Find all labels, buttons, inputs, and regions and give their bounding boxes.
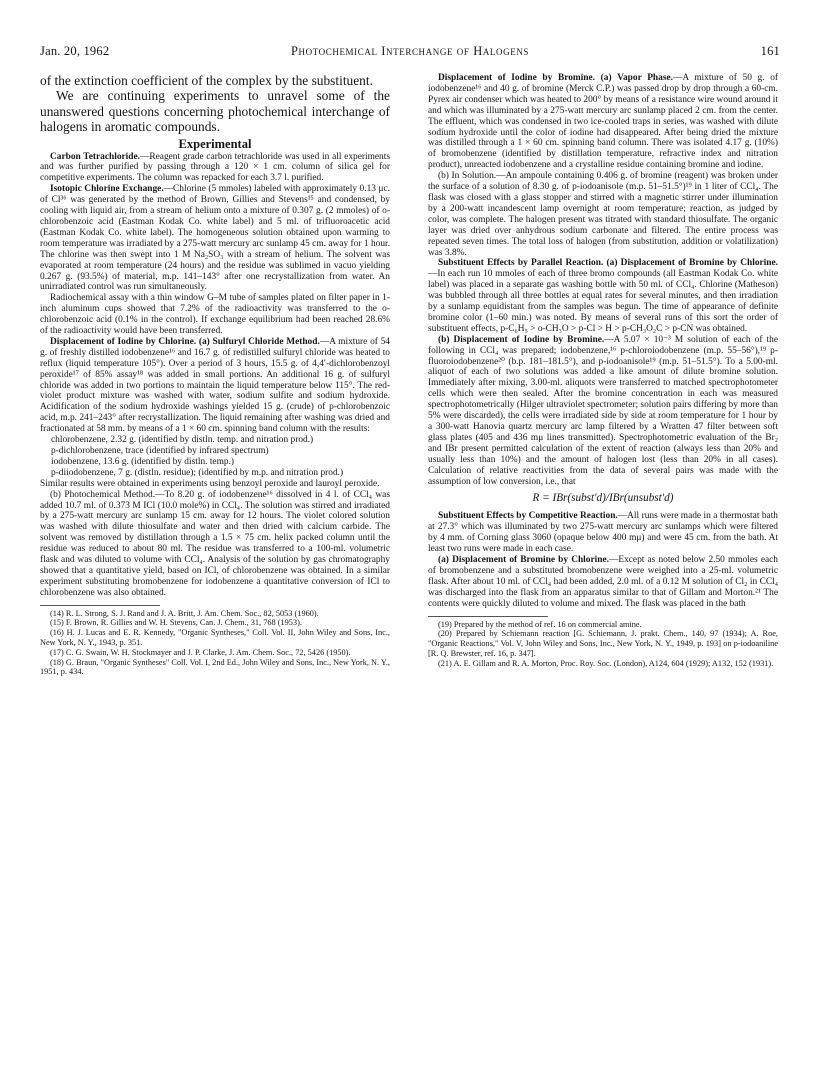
issue-date: Jan. 20, 1962 bbox=[40, 44, 110, 58]
paragraph-bromine-by-chlorine bbox=[428, 555, 778, 610]
paragraph-competitive-reaction bbox=[428, 511, 778, 555]
footnote: (21) A. E. Gillam and R. A. Morton, Proc. Roy. Soc. (London), A124, 604 (1929); A132, 152 (1931). bbox=[438, 658, 774, 668]
right-column bbox=[428, 73, 778, 668]
paragraph-text: —Reagent grade carbon tetrachloride was used in all experiments and was further purified by passing through a 120 × 1 cm. column of silica gel for competitive experiments. The column was repacked for each 3.7 l. purified. bbox=[40, 151, 391, 184]
paragraph-sulfuryl-chloride bbox=[40, 337, 390, 435]
footnote-divider bbox=[428, 616, 548, 617]
left-column bbox=[40, 73, 390, 677]
paragraph-parallel-reaction bbox=[428, 258, 778, 334]
paragraph-isotopic-exchange bbox=[40, 184, 390, 293]
footnote: (20) Prepared by Schiemann reaction [G. Schiemann, J. prakt. Chem., 140, 97 (1934); A. Roe, "Organic Reactions," Vol. V, John Wiley and Sons, Inc., New York, N. Y., 1949, p. 193] on p-iodoaniline [R. Q. Brewster, ref. 16, p. 347]. bbox=[428, 629, 778, 658]
paragraph-title: Displacement of Iodine by Chlorine. (a) Sulfuryl Chloride Method. bbox=[50, 336, 320, 347]
footnotes-left bbox=[40, 609, 390, 678]
footnotes-right bbox=[428, 620, 778, 669]
results-list bbox=[40, 435, 390, 479]
paragraph-title: Isotopic Chlorine Exchange. bbox=[50, 184, 164, 195]
paragraph-vapor-phase bbox=[428, 73, 778, 171]
paragraph-title: (b) Photochemical Method. bbox=[50, 489, 156, 500]
paragraph-title: Substituent Effects by Parallel Reaction. (a) Displacement of Bromine by Chlorine. bbox=[438, 258, 778, 269]
paragraph-photochemical-method bbox=[40, 490, 390, 599]
paragraph-text: —Chlorine (5 mmoles) labeled with approximately 0.13 μc. of Cl³⁶ was generated by the method of Brown, Gillies and Stevens¹⁵ and condensed, by cooling with liquid air, from a stream of helium onto a mixture of 0.307 g. (2 mmoles) of o-chlorobenzoic acid (Eastman Kodak Co. white label) and 5 ml. of trifluoroacetic acid (Eastman Kodak Co. white label). The homogeneous solution obtained upon warming to room temperature was irradiated by a 275-watt mercury arc sunlamp 45 cm. away for 1 hour. The chlorine was then swept into 1 M Na₂SO₃ with a stream of helium. The solvent was evaporated at room temperature (24 hours) and the residue was sublimed in vacuo yielding 0.267 g. (93.5%) of material, m.p. 141–143° after one recrystallization from water. An unirradiated control was run simultaneously. bbox=[40, 184, 390, 293]
paragraph-text: —A mixture of 54 g. of freshly distilled iodobenzene¹⁶ and 16.7 g. of redistilled sulfuryl chloride was heated to reflux (liquid temperature 105°). Over a period of 3 hours, 15.5 g. of 4,4′-dichlorobenzoyl peroxide¹⁷ of 85% assay¹⁸ was added in small portions. An additional 16 g. of sulfuryl chloride was added in two portions to maintain the liquid temperature below 115°. The red-violet product mixture was washed with water, sodium sulfite and sodium hydroxide. Acidification of the sodium hydroxide washings yielded 15 g. (crude) of p-chlorobenzoic acid, m.p. 241–243° after recrystallization. The liquid remaining after washing was dried and fractionated at 58 mm. by means of a 1 × 60 cm. spinning band column with the results: bbox=[40, 336, 390, 435]
intro-paragraph: We are continuing experiments to unravel some of the unanswered questions concerning photochemical interchange of halogens in aromatic compounds. bbox=[40, 88, 390, 135]
result-item: iodobenzene, 13.6 g. (identified by distln. temp.) bbox=[51, 456, 235, 467]
footnote: (14) R. L. Strong, S. J. Rand and J. A. Britt, J. Am. Chem. Soc., 82, 5053 (1960). bbox=[50, 608, 319, 618]
running-header bbox=[40, 44, 780, 60]
footnote: (19) Prepared by the method of ref. 16 on commercial amine. bbox=[438, 619, 642, 629]
paragraph-iodine-by-bromine bbox=[428, 335, 778, 488]
running-title: Photochemical Interchange of Halogens bbox=[290, 44, 530, 58]
paragraph-text: —A 5.07 × 10⁻³ M solution of each of the following in CCl₄ was prepared; iodobenzene,¹⁶ p-chloroiodobenzene (m.p. 55–56°),¹⁹ p-fluoroiodobenzene²⁰ (b.p. 181–181.5°), and p-iodoanisole¹⁹ (m.p. 51–51.5°). To a 5.00-ml. aliquot of each of two solutions was added a like amount of dilute bromine solution. Immediately after mixing, 3.00-ml. aliquots were transferred to matched spectrophotometer cells which were then sealed. After the bromine concentration in each was measured spectrophotometrically (Hilger ultraviolet spectrometer; solution pairs differing by more than 5% were discarded), the cells were irradiated side by side at room temperature for 1 hour by a 300-watt Hanovia quartz mercury arc lamp filtered by a Wratten 47 filter between soft glass plates (405 and 436 mμ lines transmitted). Spectrophotometric evaluation of the Br₂ and IBr present permitted calculation of the extent of reaction (always less than 20% and usually less than 10%) and the amount of halogen lost (less than 20% in all cases). Calculation of relative reactivities from the data of several pairs was made with the assumption of low conversion, i.e., that bbox=[428, 334, 778, 487]
paragraph-text: —A mixture of 50 g. of iodobenzene¹⁶ and 40 g. of bromine (Merck C.P.) was passed drop by drop through a 60-cm. Pyrex air condenser which was heated to 200° by means of a resistance wire wound around it and which was illuminated by a 275-watt mercury arc sunlamp placed 2 cm. from the center. The effluent, which was condensed in two ice-cooled traps in series, was washed with dilute sodium hydroxide until the color of iodine had disappeared. After being dried the mixture was distilled through a 1 × 60 cm. spinning band column. There was isolated 4.17 g. (10%) of bromobenzene (identified by distillation temperature, refractive index and nitration product), unreacted iodobenzene and a crystalline residue containing bromine and iodine. bbox=[428, 73, 778, 171]
paragraph-similar-results: Similar results were obtained in experiments using benzoyl peroxide and lauroyl peroxide. bbox=[40, 478, 380, 489]
footnote: (16) H. J. Lucas and E. R. Kennedy, "Organic Syntheses," Coll. Vol. II, John Wiley and Sons, Inc., New York, N. Y., 1943, p. 351. bbox=[40, 628, 390, 648]
paragraph-title: (b) In Solution. bbox=[438, 171, 497, 182]
paragraph-carbon-tetrachloride bbox=[40, 152, 390, 185]
footnote: (17) C. G. Swain, W. H. Stockmayer and J. P. Clarke, J. Am. Chem. Soc., 72, 5426 (1950). bbox=[50, 647, 351, 657]
paragraph-radiochemical-assay: Radiochemical assay with a thin window G–M tube of samples plated on filter paper in 1-inch aluminum cups showed that 7.2% of the radioactivity was transferred to the o-chlorobenzoic acid (0.1% in the control). If exchange equilibrium had been reached 28.6% of the radioactivity would have been transferred. bbox=[40, 293, 390, 337]
result-item: chlorobenzene, 2.32 g. (identified by distln. temp. and nitration prod.) bbox=[51, 435, 314, 446]
footnote-divider bbox=[40, 605, 160, 606]
footnote: (18) G. Braun, "Organic Syntheses" Coll. Vol. I, 2nd Ed., John Wiley and Sons, Inc., New York, N. Y., 1951, p. 434. bbox=[40, 657, 390, 677]
section-heading-experimental: Experimental bbox=[178, 136, 252, 151]
equation-relative-reactivity: R = IBr(subst'd)/IBr(unsubst'd) bbox=[532, 492, 674, 505]
paragraph-text: —An ampoule containing 0.406 g. of bromine (reagent) was broken under the surface of a solution of 8.30 g. of p-iodoanisole (m.p. 51–51.5°)¹⁹ in 1 liter of CCl₄. The flask was closed with a glass stopper and stirred with a magnetic stirrer under illumination by a 200-watt incandescent lamp overnight at room temperature; reaction, as judged by color, was complete. The halogen present was titrated with standard thiosulfate. The organic layer was dried over anhydrous sodium carbonate and filtered. The entire process was repeated seven times. The total loss of halogen (from substitution, addition or volatilization) was 3.8%. bbox=[428, 171, 778, 258]
paragraph-title: Carbon Tetrachloride. bbox=[50, 151, 140, 162]
paragraph-text: —In each run 10 mmoles of each of three bromo compounds (all Eastman Kodak Co. white label) was placed in a separate gas washing bottle with 50 ml. of CCl₄. Chlorine (Matheson) was bubbled through all three bottles at equal rates for several minutes, and then irradiation by a sunlamp equidistant from the samples was begun. The time of appearance of definite bromine color (1–60 min.) was noted. By means of several runs of this sort the order of substituent effects, p-C₆H₅ > o-CH₃O > p-Cl > H > p-CH₃O₂C > p-CN was obtained. bbox=[428, 269, 778, 334]
paragraph-title: Substituent Effects by Competitive Reaction. bbox=[438, 511, 618, 522]
paragraph-text: —Except as noted below 2.50 mmoles each of bromobenzene and a substituted bromobenzene were weighed into a 25-ml. volumetric flask. After about 10 ml. of CCl₄ had been added, 2.0 ml. of a 0.12 M solution of Cl₂ in CCl₄ was discharged into the flask from an apparatus similar to that of Gillam and Morton.²¹ The contents were quickly diluted to volume and mixed. The flask was placed in the bath bbox=[428, 554, 778, 609]
result-item: p-diiodobenzene, 7 g. (distln. residue); (identified by m.p. and nitration prod.) bbox=[51, 467, 344, 478]
paragraph-text: —All runs were made in a thermostat bath at 27.3° which was illuminated by two 275-watt mercury arc sunlamps which were filtered by 4 mm. of Corning glass 3060 (opaque below 400 mμ) and were 45 cm. from the bath. At least two runs were made in each case. bbox=[428, 511, 778, 555]
intro-continuation: of the extinction coefficient of the complex by the substituent. bbox=[40, 73, 373, 88]
paragraph-text: —To 8.20 g. of iodobenzene¹⁶ dissolved in 4 l. of CCl₄ was added 10.7 ml. of 0.373 M ICl (10.0 mole%) in CCl₄. The solution was stirred and irradiated by a 275-watt mercury arc sunlamp 15 cm. away for 12 hours. The violet colored solution was washed with dilute thiosulfate and water and then dried with calcium carbide. The solvent was removed by distillation through a 1.5 × 75 cm. helix packed column until the residue was reduced to about 80 ml. The residue was transferred to a 100-ml. volumetric flask and was diluted to volume with CCl₄. Analysis of the solution by gas chromatography showed that a quantitative yield, based on ICl, of chlorobenzene was obtained. In a similar experiment substituting bromobenzene for iodobenzene a quantitative conversion of ICl to chlorobenzene was also obtained. bbox=[40, 489, 390, 598]
page-number: 161 bbox=[760, 44, 780, 58]
footnote: (15) F. Brown, R. Gillies and W. H. Stevens, Can. J. Chem., 31, 768 (1953). bbox=[50, 618, 302, 628]
paragraph-title: Displacement of Iodine by Bromine. (a) Vapor Phase. bbox=[438, 73, 673, 83]
result-item: p-dichlorobenzene, trace (identified by infrared spectrum) bbox=[51, 446, 269, 456]
paragraph-title: (a) Displacement of Bromine by Chlorine. bbox=[438, 554, 609, 565]
paragraph-in-solution bbox=[428, 171, 778, 258]
paragraph-title: (b) Displacement of Iodine by Bromine. bbox=[438, 334, 605, 345]
